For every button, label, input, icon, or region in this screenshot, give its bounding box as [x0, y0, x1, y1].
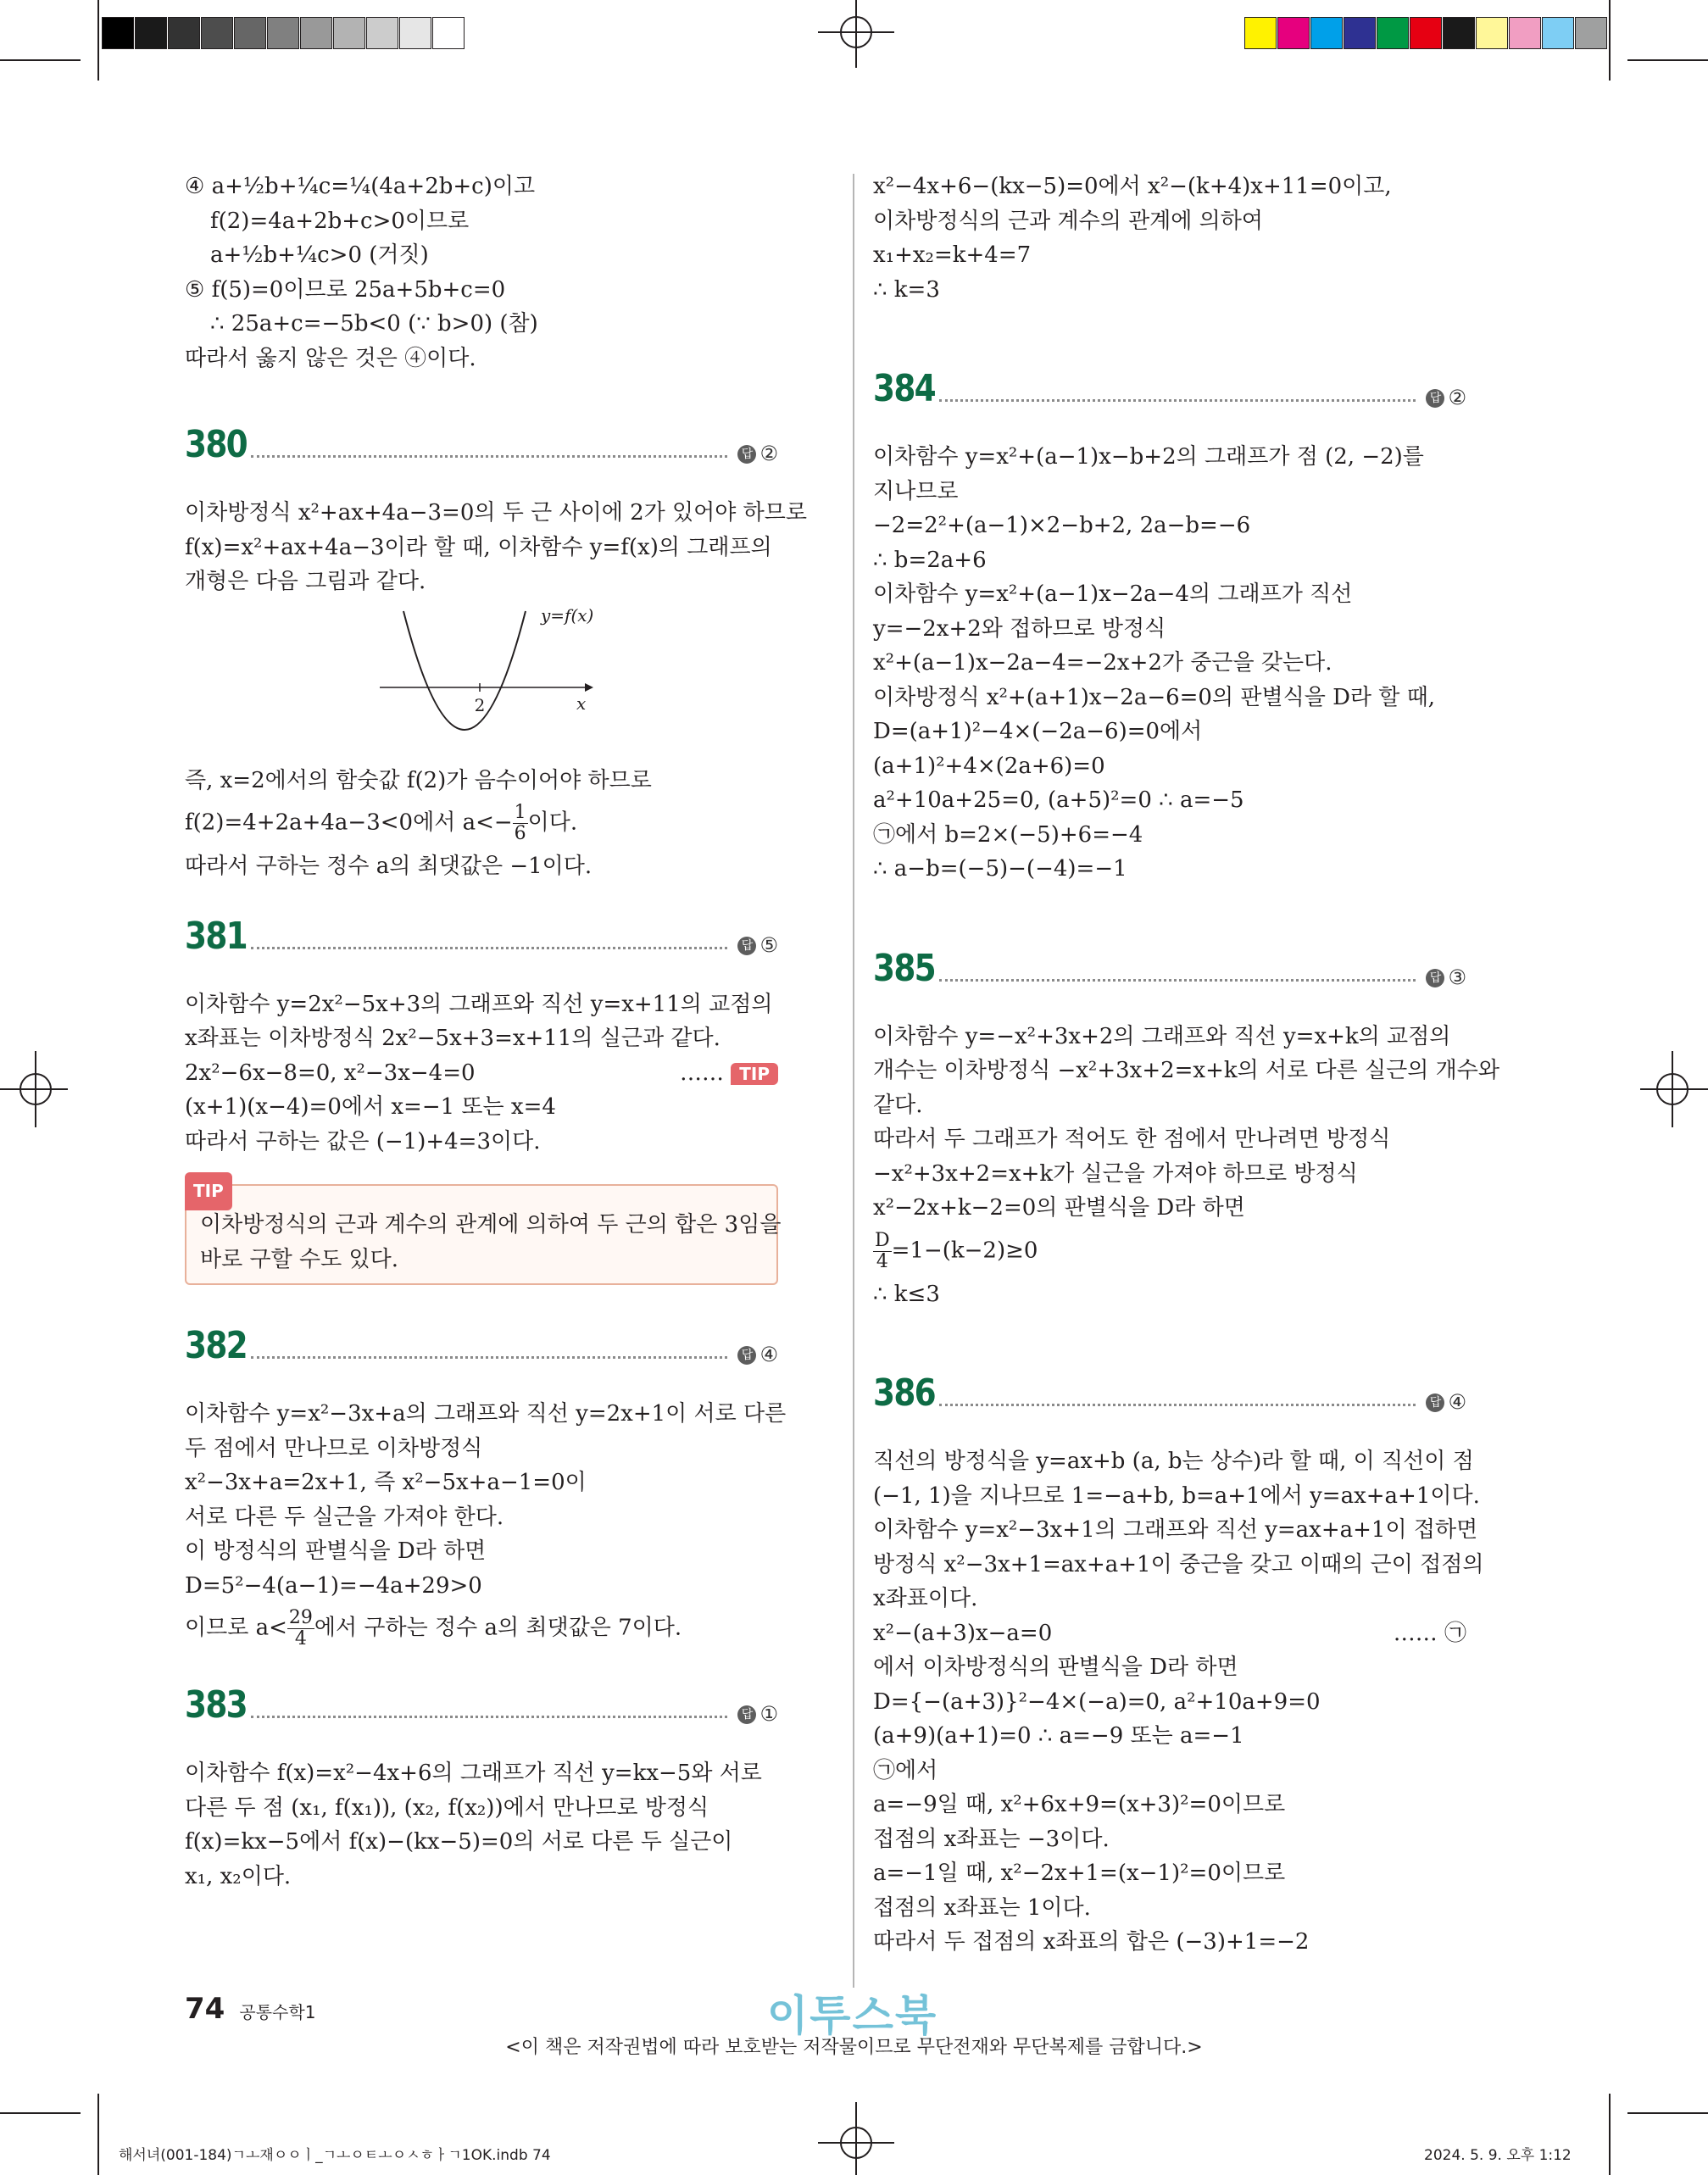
- color-swatch: [1575, 17, 1607, 49]
- question-header-385: [873, 946, 1466, 1001]
- text-line: f(x)=kx−5에서 f(x)−(kx−5)=0의 서로 다른 두 실근이: [185, 1829, 733, 1855]
- text-line: ∴ b=2a+6: [873, 547, 987, 573]
- text-line: 서로 다른 두 실근을 가져야 한다.: [185, 1504, 504, 1530]
- color-swatch: [366, 17, 398, 49]
- crop-mark: [0, 2112, 81, 2114]
- registration-target: [0, 1051, 68, 1127]
- question-header-384: [873, 367, 1466, 421]
- text-line: 이차함수 y=x²−3x+1의 그래프와 직선 y=ax+a+1이 접하면: [873, 1517, 1478, 1543]
- fraction: $\frac{1}{6}$: [514, 802, 526, 844]
- parabola-graph: [185, 603, 778, 764]
- text-line: 개형은 다음 그림과 같다.: [185, 569, 426, 594]
- text-line: y=−2x+2와 접하므로 방정식: [873, 615, 1166, 642]
- color-swatch: [1277, 17, 1310, 49]
- question-header-386: [873, 1371, 1466, 1426]
- text-line: x²−4x+6−(kx−5)=0에서 x²−(k+4)x+11=0이고,: [873, 174, 1392, 199]
- color-swatch: [333, 17, 365, 49]
- color-swatch: [168, 17, 200, 49]
- color-swatch: [399, 17, 431, 49]
- color-swatch: [135, 17, 167, 49]
- question-number: 385: [873, 946, 935, 990]
- text-line: 이므로 a< $\frac{29}{4}$ 에서 구하는 정수 a의 최댓값은 7이다.: [185, 1607, 682, 1649]
- text-line: ∴ k=3: [873, 276, 940, 303]
- color-swatch: [1476, 17, 1508, 49]
- answer-icon: 답: [1426, 389, 1444, 408]
- text-line: ∴ a−b=(−5)−(−4)=−1: [873, 856, 1127, 882]
- print-timestamp: 2024. 5. 9. 오후 1:12: [1424, 2147, 1572, 2164]
- text-line: D=(a+1)²−4×(−2a−6)=0에서: [873, 719, 1203, 744]
- color-swatch: [267, 17, 299, 49]
- crop-mark: [1627, 2112, 1708, 2114]
- copyright-notice: <이 책은 저작권법에 따라 보호받는 저작물이므로 무단전재와 무단복제를 금합니다.>: [505, 2037, 1203, 2058]
- answer-icon: 답: [1426, 969, 1444, 987]
- text-line: (a+1)²+4×(2a+6)=0: [873, 753, 1105, 779]
- equation-marker: …… ㉠: [1393, 1620, 1466, 1646]
- text-line: $\frac{D}{4}$ =1−(k−2)≥0: [875, 1229, 1038, 1272]
- color-swatch: [1344, 17, 1376, 49]
- text-line: a=−1일 때, x²−2x+1=(x−1)²=0이므로: [873, 1861, 1286, 1886]
- dotted-leader: [939, 399, 1416, 402]
- question-header-383: [185, 1683, 778, 1738]
- color-swatch: [300, 17, 332, 49]
- dotted-leader: [939, 979, 1416, 982]
- text-line: a+½b+¼c>0 (거짓): [210, 242, 429, 268]
- tick-label: 2: [474, 694, 486, 715]
- answer-icon: 답: [1426, 1393, 1444, 1412]
- text-line: a²+10a+25=0, (a+5)²=0 ∴ a=−5: [873, 787, 1244, 813]
- text-line: ∴ k≤3: [873, 1281, 940, 1307]
- question-header-381: [185, 914, 778, 969]
- question-number: 384: [873, 367, 935, 410]
- question-header-382: [185, 1324, 778, 1378]
- dotted-leader: [251, 455, 727, 458]
- dotted-leader: [251, 947, 727, 949]
- text-line: 개수는 이차방정식 −x²+3x+2=x+k의 서로 다른 실근의 개수와: [873, 1058, 1499, 1083]
- text-line: ㉠에서: [873, 1757, 938, 1783]
- text-line: 따라서 구하는 값은 (−1)+4=3이다.: [185, 1128, 541, 1154]
- text-line: a=−9일 때, x²+6x+9=(x+3)²=0이므로: [873, 1792, 1286, 1817]
- left-column: [185, 170, 808, 1894]
- tip-marker: …… TIP: [680, 1056, 778, 1091]
- solution-384: [873, 440, 1466, 887]
- color-swatch: [1377, 17, 1409, 49]
- text-line: ∴ 25a+c=−5b<0 (∵ b>0) (참): [210, 311, 538, 337]
- tip-badge: TIP: [185, 1172, 232, 1210]
- text-line: 방정식 x²−3x+1=ax+a+1이 중근을 갖고 이때의 근이 접점의: [873, 1551, 1484, 1577]
- file-slug: 해서녀(001-184)ㄱㅗ재ㅇㅇㅣ_ㄱㅗㅇㅌㅗㅇㅅㅎㅏㄱ1OK.indb 74: [119, 2147, 551, 2164]
- text-line: 즉, x=2에서의 함숫값 f(2)가 음수이어야 하므로: [185, 767, 652, 793]
- text-line: 이 방정식의 판별식을 D라 하면: [185, 1538, 487, 1564]
- text-line: x²−2x+k−2=0의 판별식을 D라 하면: [873, 1195, 1245, 1221]
- answer-label: 답 ②: [737, 437, 778, 471]
- crop-mark: [1609, 2094, 1611, 2175]
- crop-mark: [97, 0, 99, 81]
- text-line: f(2)=4a+2b+c>0이므로: [210, 208, 470, 234]
- publisher-logo: 이투스북: [767, 1991, 938, 2040]
- text-line: 이차함수 y=x²+(a−1)x−2a−4의 그래프가 직선: [873, 581, 1353, 607]
- text-line: 접점의 x좌표는 −3이다.: [873, 1826, 1110, 1852]
- answer-label: 답 ④: [737, 1338, 778, 1372]
- text-line: f(2)=4+2a+4a−3<0에서 a<− $\frac{1}{6}$ 이다.: [185, 802, 578, 844]
- color-swatch: [1410, 17, 1442, 49]
- text-line: 이차함수 y=x²−3x+a의 그래프와 직선 y=2x+1이 서로 다른: [185, 1401, 787, 1427]
- registration-target: [818, 2102, 894, 2175]
- crop-mark: [1609, 0, 1611, 81]
- text-line: x₁+x₂=k+4=7: [873, 242, 1032, 268]
- question-number: 380: [185, 423, 247, 466]
- color-swatch: [201, 17, 233, 49]
- text-line: 2x²−6x−8=0, x²−3x−4=0 …… TIP: [185, 1056, 778, 1091]
- axis-label: x: [576, 693, 587, 714]
- text-line: 따라서 두 그래프가 적어도 한 점에서 만나려면 방정식: [873, 1126, 1391, 1152]
- tip-box: [185, 1181, 782, 1285]
- text-line: 따라서 옳지 않은 것은 ④이다.: [185, 345, 476, 371]
- dotted-leader: [939, 1404, 1416, 1406]
- page-number: 74: [185, 1992, 225, 2026]
- text-line: 따라서 구하는 정수 a의 최댓값은 −1이다.: [185, 854, 593, 879]
- answer-label: 답 ③: [1426, 960, 1466, 995]
- answer-label: 답 ①: [737, 1697, 778, 1732]
- text-line: 이차함수 y=2x²−5x+3의 그래프와 직선 y=x+11의 교점의: [185, 991, 773, 1017]
- text-line: ④ a+½b+¼c=¼(4a+2b+c)이고: [185, 174, 536, 199]
- color-swatch: [1244, 17, 1277, 49]
- intro-block: [185, 170, 778, 375]
- parabola-curve: [403, 611, 526, 730]
- answer-label: 답 ②: [1426, 381, 1466, 415]
- book-title: 공통수학1: [239, 2002, 316, 2022]
- color-swatch: [234, 17, 266, 49]
- x-axis-arrow: [585, 683, 593, 692]
- answer-icon: 답: [737, 445, 756, 464]
- question-number: 386: [873, 1371, 935, 1415]
- text-line: 이차함수 f(x)=x²−4x+6의 그래프가 직선 y=kx−5와 서로: [185, 1761, 762, 1786]
- tip-line: 이차방정식의 근과 계수의 관계에 의하여 두 근의 합은 3임을: [200, 1212, 782, 1238]
- dotted-leader: [251, 1356, 727, 1359]
- text-line: (−1, 1)을 지나므로 1=−a+b, b=a+1에서 y=ax+a+1이다.: [873, 1482, 1480, 1509]
- text-line: x₁, x₂이다.: [185, 1863, 292, 1889]
- text-line: 이차함수 y=x²+(a−1)x−b+2의 그래프가 점 (2, −2)를: [873, 444, 1424, 470]
- text-line: 지나므로: [873, 478, 959, 504]
- color-swatch: [1310, 17, 1343, 49]
- answer-icon: 답: [737, 937, 756, 955]
- text-line: 이차방정식의 근과 계수의 관계에 의하여: [873, 208, 1264, 234]
- fraction: $\frac{D}{4}$: [875, 1229, 890, 1272]
- registration-target: [1640, 1051, 1708, 1127]
- color-swatch: [1443, 17, 1475, 49]
- right-column: [873, 170, 1499, 1960]
- column-divider: [853, 174, 854, 1988]
- text-line: x좌표이다.: [873, 1586, 978, 1611]
- text-line: 같다.: [873, 1092, 923, 1118]
- color-swatch: [1542, 17, 1574, 49]
- text-line: 따라서 두 접점의 x좌표의 합은 (−3)+1=−2: [873, 1929, 1310, 1955]
- tip-badge: TIP: [731, 1063, 778, 1085]
- text-line: x²−(a+3)x−a=0 …… ㉠: [873, 1616, 1466, 1651]
- page-footer: [185, 1992, 315, 2026]
- text-line: ㉠에서 b=2×(−5)+6=−4: [873, 821, 1143, 848]
- question-header-380: [185, 423, 778, 477]
- text-line: x²+(a−1)x−2a−4=−2x+2가 중근을 갖는다.: [873, 650, 1332, 676]
- question-number: 383: [185, 1683, 247, 1727]
- crop-mark: [0, 59, 81, 61]
- question-number: 381: [185, 914, 247, 958]
- text-line: −x²+3x+2=x+k가 실근을 가져야 하므로 방정식: [873, 1160, 1358, 1187]
- text-line: x²−3x+a=2x+1, 즉 x²−5x+a−1=0이: [185, 1470, 587, 1495]
- intro-block: [873, 170, 1466, 307]
- color-swatch: [1509, 17, 1541, 49]
- tip-line: 바로 구할 수도 있다.: [200, 1246, 398, 1272]
- crop-mark: [97, 2094, 99, 2175]
- text-line: 이차함수 y=−x²+3x+2의 그래프와 직선 y=x+k의 교점의: [873, 1023, 1451, 1049]
- crop-mark: [1627, 59, 1708, 61]
- text-line: 에서 이차방정식의 판별식을 D라 하면: [873, 1655, 1238, 1680]
- answer-label: 답 ⑤: [737, 928, 778, 963]
- answer-label: 답 ④: [1426, 1385, 1466, 1420]
- color-swatch: [102, 17, 134, 49]
- text-line: D={−(a+3)}²−4×(−a)=0, a²+10a+9=0: [873, 1688, 1321, 1715]
- registration-target: [818, 0, 894, 68]
- color-swatch: [432, 17, 465, 49]
- text-line: 이차방정식 x²+(a+1)x−2a−6=0의 판별식을 D라 할 때,: [873, 684, 1436, 710]
- text-line: 두 점에서 만나므로 이차방정식: [185, 1435, 483, 1461]
- text-line: 접점의 x좌표는 1이다.: [873, 1894, 1091, 1921]
- text-line: 이차방정식 x²+ax+4a−3=0의 두 근 사이에 2가 있어야 하므로: [185, 500, 808, 526]
- dotted-leader: [251, 1716, 727, 1718]
- text-line: ⑤ f(5)=0이므로 25a+5b+c=0: [185, 276, 506, 303]
- text-line: x좌표는 이차방정식 2x²−5x+3=x+11의 실근과 같다.: [185, 1026, 720, 1051]
- text-line: 다른 두 점 (x₁, f(x₁)), (x₂, f(x₂))에서 만나므로 방정식: [185, 1794, 709, 1821]
- fraction: $\frac{29}{4}$: [288, 1607, 313, 1649]
- text-line: (a+9)(a+1)=0 ∴ a=−9 또는 a=−1: [873, 1723, 1244, 1749]
- question-number: 382: [185, 1324, 247, 1367]
- answer-icon: 답: [737, 1346, 756, 1365]
- answer-icon: 답: [737, 1705, 756, 1724]
- text-line: 직선의 방정식을 y=ax+b (a, b는 상수)라 할 때, 이 직선이 점: [873, 1449, 1474, 1474]
- text-line: −2=2²+(a−1)×2−b+2, 2a−b=−6: [873, 513, 1251, 538]
- text-line: D=5²−4(a−1)=−4a+29>0: [185, 1572, 482, 1599]
- text-line: (x+1)(x−4)=0에서 x=−1 또는 x=4: [185, 1094, 556, 1120]
- text-line: f(x)=x²+ax+4a−3이라 할 때, 이차함수 y=f(x)의 그래프의: [185, 534, 772, 560]
- curve-label: y=f(x): [541, 604, 594, 626]
